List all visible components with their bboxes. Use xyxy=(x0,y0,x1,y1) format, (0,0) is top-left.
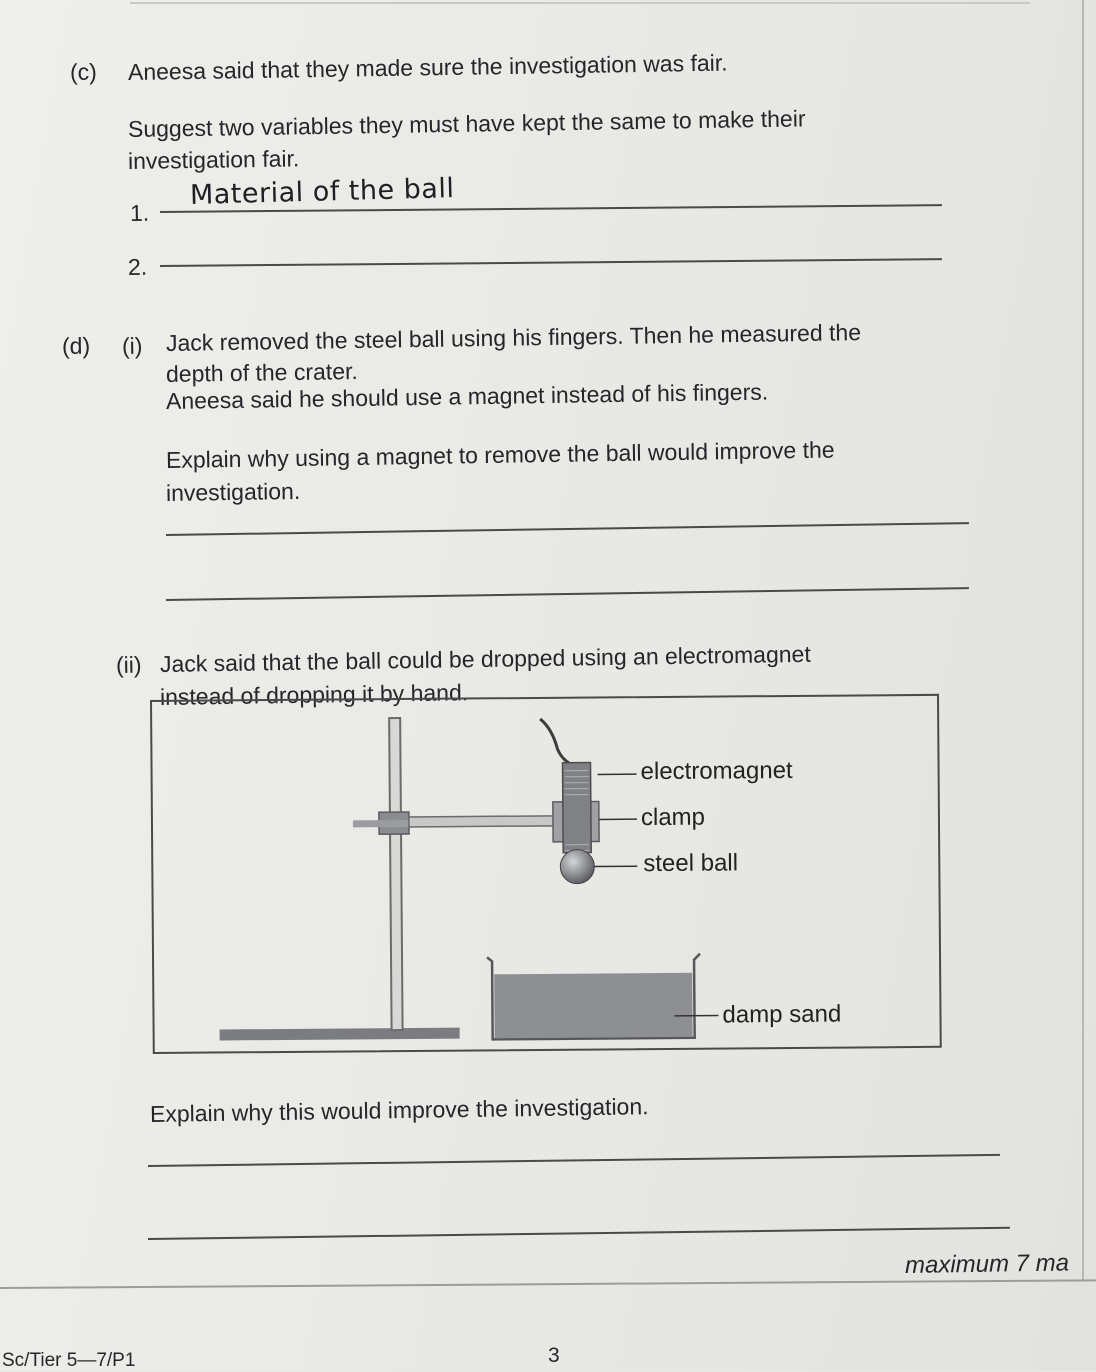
answer-d-i-line-2[interactable] xyxy=(166,587,969,601)
stand-base xyxy=(220,1028,460,1041)
part-d-label: (d) xyxy=(62,333,91,360)
part-d-i-prompt-line1: Explain why using a magnet to remove the ball would improve the xyxy=(166,436,835,473)
label-electromagnet: electromagnet xyxy=(640,757,792,786)
answer-d-ii-line-1[interactable] xyxy=(148,1154,1000,1167)
part-d-i-label: (i) xyxy=(122,333,143,360)
part-d-i-line2: depth of the crater. xyxy=(166,358,358,388)
maximum-marks: maximum 7 ma xyxy=(905,1249,1069,1280)
answer-1-handwriting[interactable]: Material of the ball xyxy=(190,173,455,211)
part-d-i-prompt-line2: investigation. xyxy=(166,478,301,507)
part-c-prompt-line1: Suggest two variables they must have kept the same to make their xyxy=(128,105,806,143)
electromagnet-wire xyxy=(540,719,572,765)
part-d-i-line1: Jack removed the steel ball using his fingers. Then he measured the xyxy=(166,319,861,357)
label-clamp: clamp xyxy=(641,804,705,833)
apparatus-drawing xyxy=(152,696,940,1052)
stand-rod xyxy=(389,718,402,1030)
answer-d-i-line-1[interactable] xyxy=(166,522,969,536)
answer-d-ii-line-2[interactable] xyxy=(148,1227,1010,1240)
apparatus-diagram xyxy=(150,694,942,1054)
part-c-label: (c) xyxy=(70,59,97,86)
right-margin-rule xyxy=(1082,0,1084,1280)
top-rule xyxy=(130,2,1030,4)
damp-sand xyxy=(494,973,692,1039)
part-c-statement: Aneesa said that they made sure the investigation was fair. xyxy=(128,50,728,86)
part-d-i-line3: Aneesa said he should use a magnet instead of his fingers. xyxy=(166,379,769,415)
part-d-ii-label: (ii) xyxy=(116,652,142,679)
bottom-rule xyxy=(0,1279,1096,1289)
answer-2-number: 2. xyxy=(128,254,148,281)
part-d-ii-line2: instead of dropping it by hand. xyxy=(160,679,469,711)
part-d-ii-line1: Jack said that the ball could be dropped using an electromagnet xyxy=(160,641,811,678)
answer-1-number: 1. xyxy=(130,200,150,227)
page-number: 3 xyxy=(548,1344,560,1368)
clamp-arm xyxy=(409,816,555,827)
steel-ball xyxy=(560,850,594,884)
paper-code: Sc/Tier 5—7/P1 xyxy=(2,1350,135,1372)
answer-2-line[interactable] xyxy=(160,258,942,267)
part-d-ii-prompt: Explain why this would improve the investigation. xyxy=(150,1093,649,1128)
part-c-prompt-line2: investigation fair. xyxy=(128,145,300,175)
label-steel-ball: steel ball xyxy=(643,849,738,878)
label-damp-sand: damp sand xyxy=(722,1001,841,1030)
